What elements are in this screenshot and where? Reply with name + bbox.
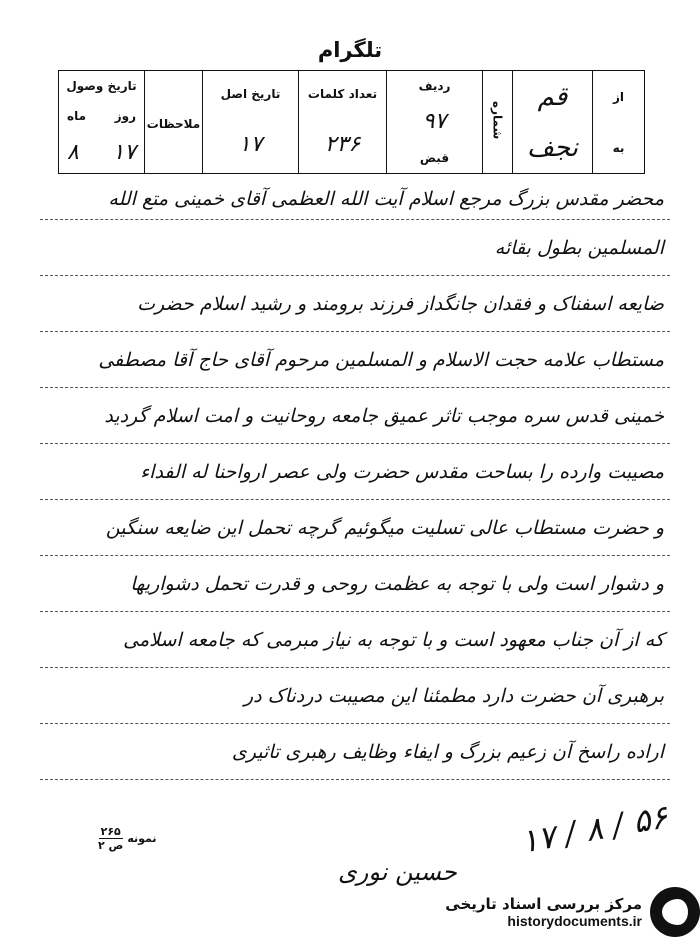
body-line: اراده راسخ آن زعیم بزرگ و ایفاء وظایف رهبری تاثیری <box>40 724 670 780</box>
body-line: و حضرت مستطاب عالی تسلیت میگوئیم گرچه تحمل این ضایعه سنگین <box>40 500 670 556</box>
receipt-cell <box>59 71 145 174</box>
word-count-value: ۲۳۶ <box>324 132 361 158</box>
from-label: از <box>612 89 625 104</box>
body-line: و دشوار است ولی با توجه به عظمت روحی و قدرت تحمل دشواریها <box>40 556 670 612</box>
telegram-body <box>40 178 670 780</box>
radif-label: ردیف <box>418 79 451 94</box>
kind-cell <box>483 71 513 174</box>
archive-url: historydocuments.ir <box>507 913 642 929</box>
orig-date-label: تاریخ اصل <box>220 86 281 101</box>
telegram-header-table <box>58 70 645 174</box>
body-line: مصیبت وارده را بساحت مقدس حضرت ولی عصر ارواحنا له الفداء <box>40 444 670 500</box>
body-line: ضایعه اسفناک و فقدان جانگداز فرزند برومند و رشید اسلام حضرت <box>40 276 670 332</box>
body-line: المسلمین بطول بقائه <box>40 220 670 276</box>
day-value: ۱۷ <box>112 139 136 165</box>
notes-label: ملاحظات <box>146 116 201 131</box>
archive-watermark <box>404 880 700 944</box>
day-label: روز <box>114 109 136 124</box>
body-line: خمینی قدس سره موجب تاثر عمیق جامعه روحانیت و امت اسلام گردید <box>40 388 670 444</box>
archive-watermark-text <box>445 895 642 929</box>
form-label: نمونه <box>127 832 157 845</box>
from-value: قم <box>537 81 568 112</box>
word-count-label: تعداد کلمات <box>307 86 378 101</box>
body-line: که از آن جناب معهود است و با توجه به نیاز مبرمی که جامعه اسلامی <box>40 612 670 668</box>
form-number-top: ۲۶۵ <box>100 825 121 838</box>
form-number-bottom: ص ۲ <box>98 839 124 852</box>
signature: حسین نوری <box>338 858 457 886</box>
handwritten-date: ۱۷ / ۸ / ۵۶ <box>517 797 671 861</box>
from-to-values-cell <box>513 71 593 174</box>
telegram-title: تلگرام <box>317 38 383 62</box>
month-label: ماه <box>67 109 87 124</box>
radif-cell <box>387 71 483 174</box>
orig-date-cell <box>203 71 299 174</box>
kind-label: شماره <box>490 100 505 140</box>
body-line: مستطاب علامه حجت الاسلام و المسلمین مرحوم آقای حاج آقا مصطفی <box>40 332 670 388</box>
archive-name: مرکز بررسی اسناد تاریخی <box>445 895 642 913</box>
orig-date-value: ۱۷ <box>238 132 263 158</box>
from-to-labels-cell <box>593 71 645 174</box>
notes-cell <box>145 71 203 174</box>
to-value: نجف <box>527 132 578 163</box>
form-number <box>98 825 157 852</box>
month-value: ۸ <box>67 139 79 165</box>
body-line: برهبری آن حضرت دارد مطمئنا این مصیبت دردناک در <box>40 668 670 724</box>
to-label: به <box>612 140 625 155</box>
word-count-cell <box>299 71 387 174</box>
receipt-label: تاریخ وصول <box>66 79 137 94</box>
body-line: محضر مقدس بزرگ مرجع اسلام آیت الله العظمی آقای خمینی متع الله <box>40 178 670 220</box>
form-number-fraction <box>98 825 123 852</box>
qabz-label: قبض <box>419 150 450 165</box>
archive-logo-icon <box>650 887 700 937</box>
radif-value: ۹۷ <box>422 109 447 135</box>
